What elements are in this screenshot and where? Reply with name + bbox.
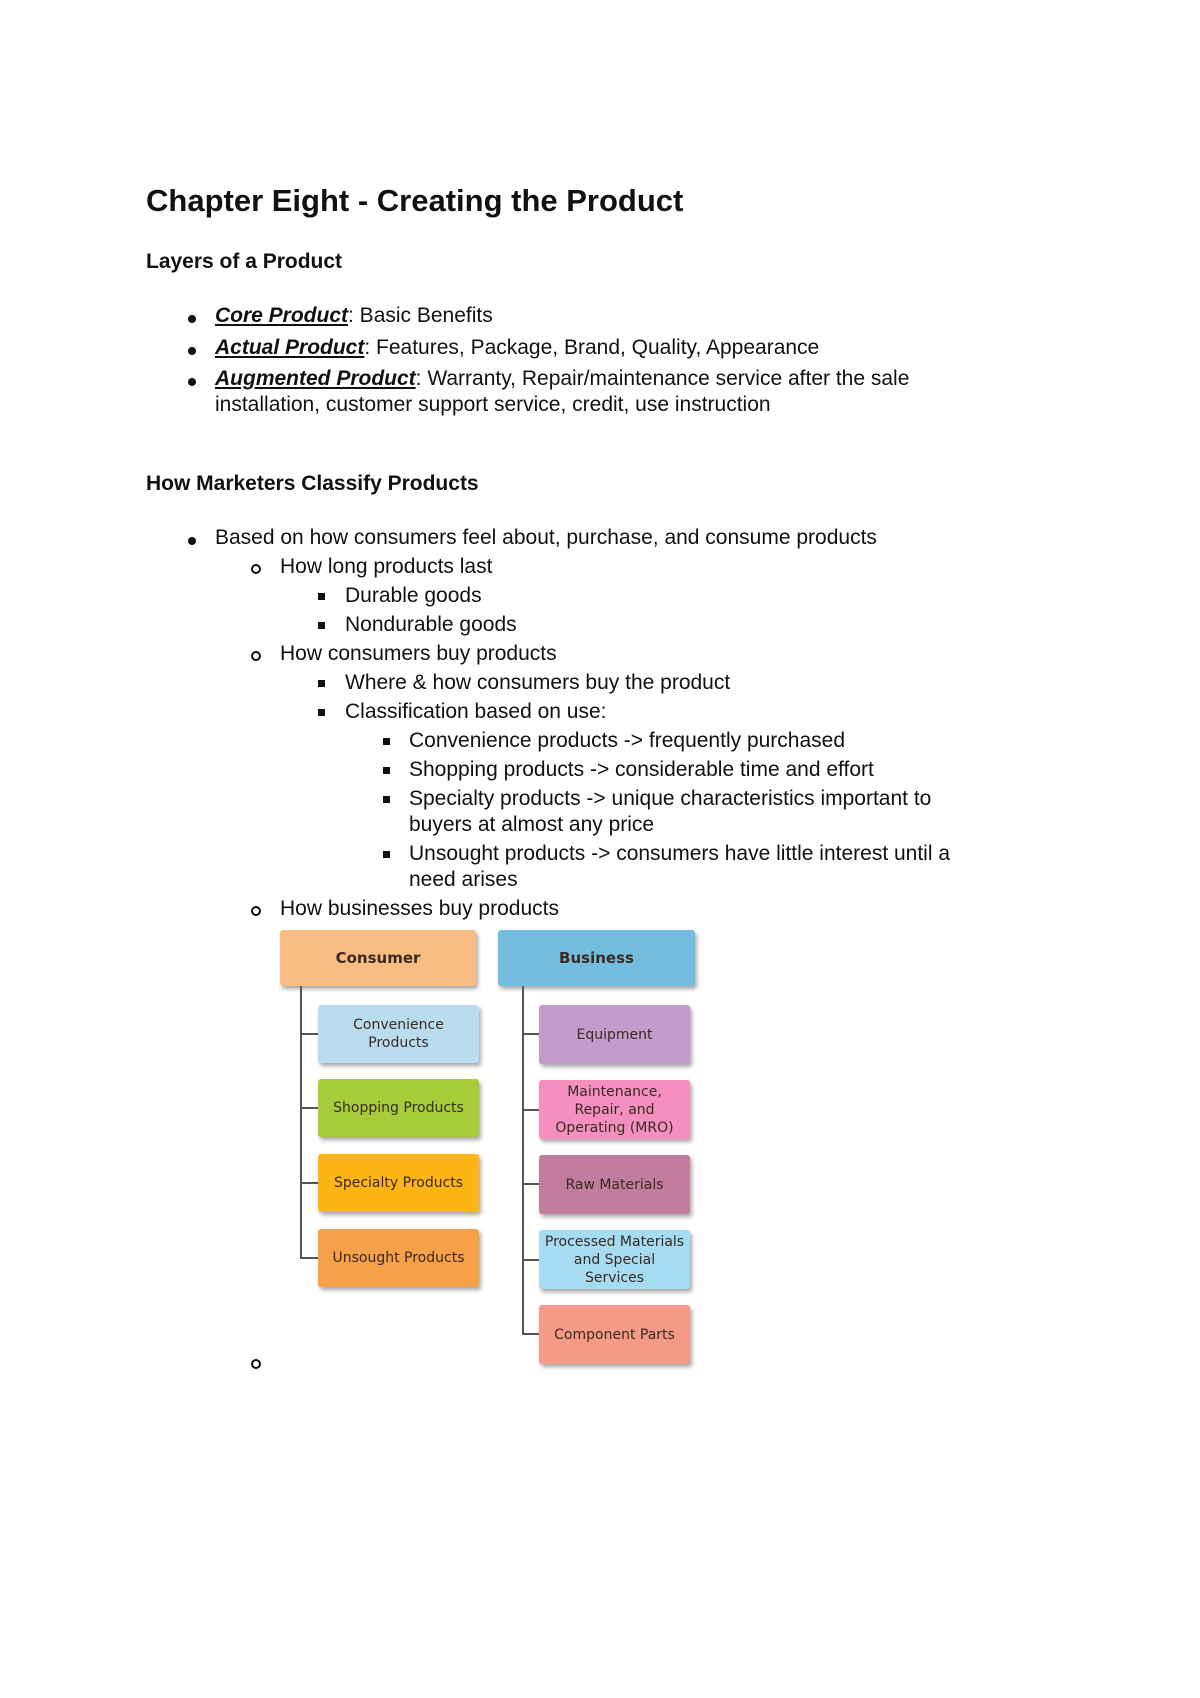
list-item — [215, 335, 819, 361]
augmented-product-term: Augmented Product — [215, 367, 416, 390]
classify-heading: How Marketers Classify Products — [146, 472, 479, 495]
core-product-term: Core Product — [215, 304, 349, 327]
consumer-connector-vertical — [300, 986, 302, 1259]
square-bullet-icon — [383, 738, 390, 745]
list-item-cont: need arises — [409, 868, 518, 891]
layers-heading: Layers of a Product — [146, 250, 343, 273]
product-classification-diagram — [278, 926, 698, 1368]
connector — [522, 1183, 539, 1185]
square-bullet-icon — [318, 622, 325, 629]
business-connector-vertical — [522, 986, 524, 1335]
list-item: How businesses buy products — [280, 897, 559, 920]
bullet-icon — [188, 315, 196, 323]
augmented-product-text: : Warranty, Repair/maintenance service after the sale — [415, 367, 910, 390]
connector — [300, 1257, 318, 1259]
bullet-icon — [188, 378, 196, 386]
specialty-products-box: Specialty Products — [318, 1154, 479, 1212]
hollow-bullet-icon — [251, 906, 261, 916]
hollow-bullet-icon — [251, 651, 261, 661]
bullet-icon — [188, 347, 196, 355]
list-item: Specialty products -> unique characteristics important to — [409, 787, 932, 810]
list-item: Where & how consumers buy the product — [345, 671, 731, 694]
connector — [300, 1033, 318, 1035]
actual-product-text: : Features, Package, Brand, Quality, Appearance — [364, 336, 820, 359]
hollow-bullet-icon — [251, 564, 261, 574]
list-item: Convenience products -> frequently purchased — [409, 729, 846, 752]
list-item — [215, 366, 909, 392]
connector — [522, 1033, 539, 1035]
raw-materials-box: Raw Materials — [539, 1155, 690, 1214]
shopping-products-box: Shopping Products — [318, 1079, 479, 1137]
list-item — [215, 303, 493, 329]
connector — [300, 1107, 318, 1109]
augmented-product-text-cont: installation, customer support service, credit, use instruction — [215, 393, 771, 416]
core-product-text: : Basic Benefits — [348, 304, 493, 327]
mro-box: Maintenance, Repair, and Operating (MRO) — [539, 1080, 690, 1139]
connector — [522, 1109, 539, 1111]
list-item: Based on how consumers feel about, purchase, and consume products — [215, 526, 877, 549]
square-bullet-icon — [318, 593, 325, 600]
component-parts-box: Component Parts — [539, 1305, 690, 1364]
actual-product-term: Actual Product — [215, 336, 365, 359]
square-bullet-icon — [383, 767, 390, 774]
list-item: Durable goods — [345, 584, 482, 607]
square-bullet-icon — [318, 680, 325, 687]
square-bullet-icon — [383, 851, 390, 858]
processed-materials-box: Processed Materials and Special Services — [539, 1230, 690, 1289]
convenience-products-box: Convenience Products — [318, 1005, 479, 1063]
list-item: Nondurable goods — [345, 613, 517, 636]
list-item: Classification based on use: — [345, 700, 607, 723]
connector — [522, 1259, 539, 1261]
list-item-cont: buyers at almost any price — [409, 813, 655, 836]
list-item: Unsought products -> consumers have little interest until a — [409, 842, 951, 865]
list-item: Shopping products -> considerable time and effort — [409, 758, 874, 781]
square-bullet-icon — [318, 709, 325, 716]
business-header: Business — [498, 930, 695, 986]
equipment-box: Equipment — [539, 1005, 690, 1064]
list-item: How consumers buy products — [280, 642, 557, 665]
hollow-bullet-icon — [251, 1359, 261, 1369]
unsought-products-box: Unsought Products — [318, 1229, 479, 1287]
list-item: How long products last — [280, 555, 493, 578]
connector — [300, 1182, 318, 1184]
bullet-icon — [188, 537, 196, 545]
page-title: Chapter Eight - Creating the Product — [146, 183, 684, 218]
connector — [522, 1333, 539, 1335]
consumer-header: Consumer — [280, 930, 476, 986]
square-bullet-icon — [383, 796, 390, 803]
